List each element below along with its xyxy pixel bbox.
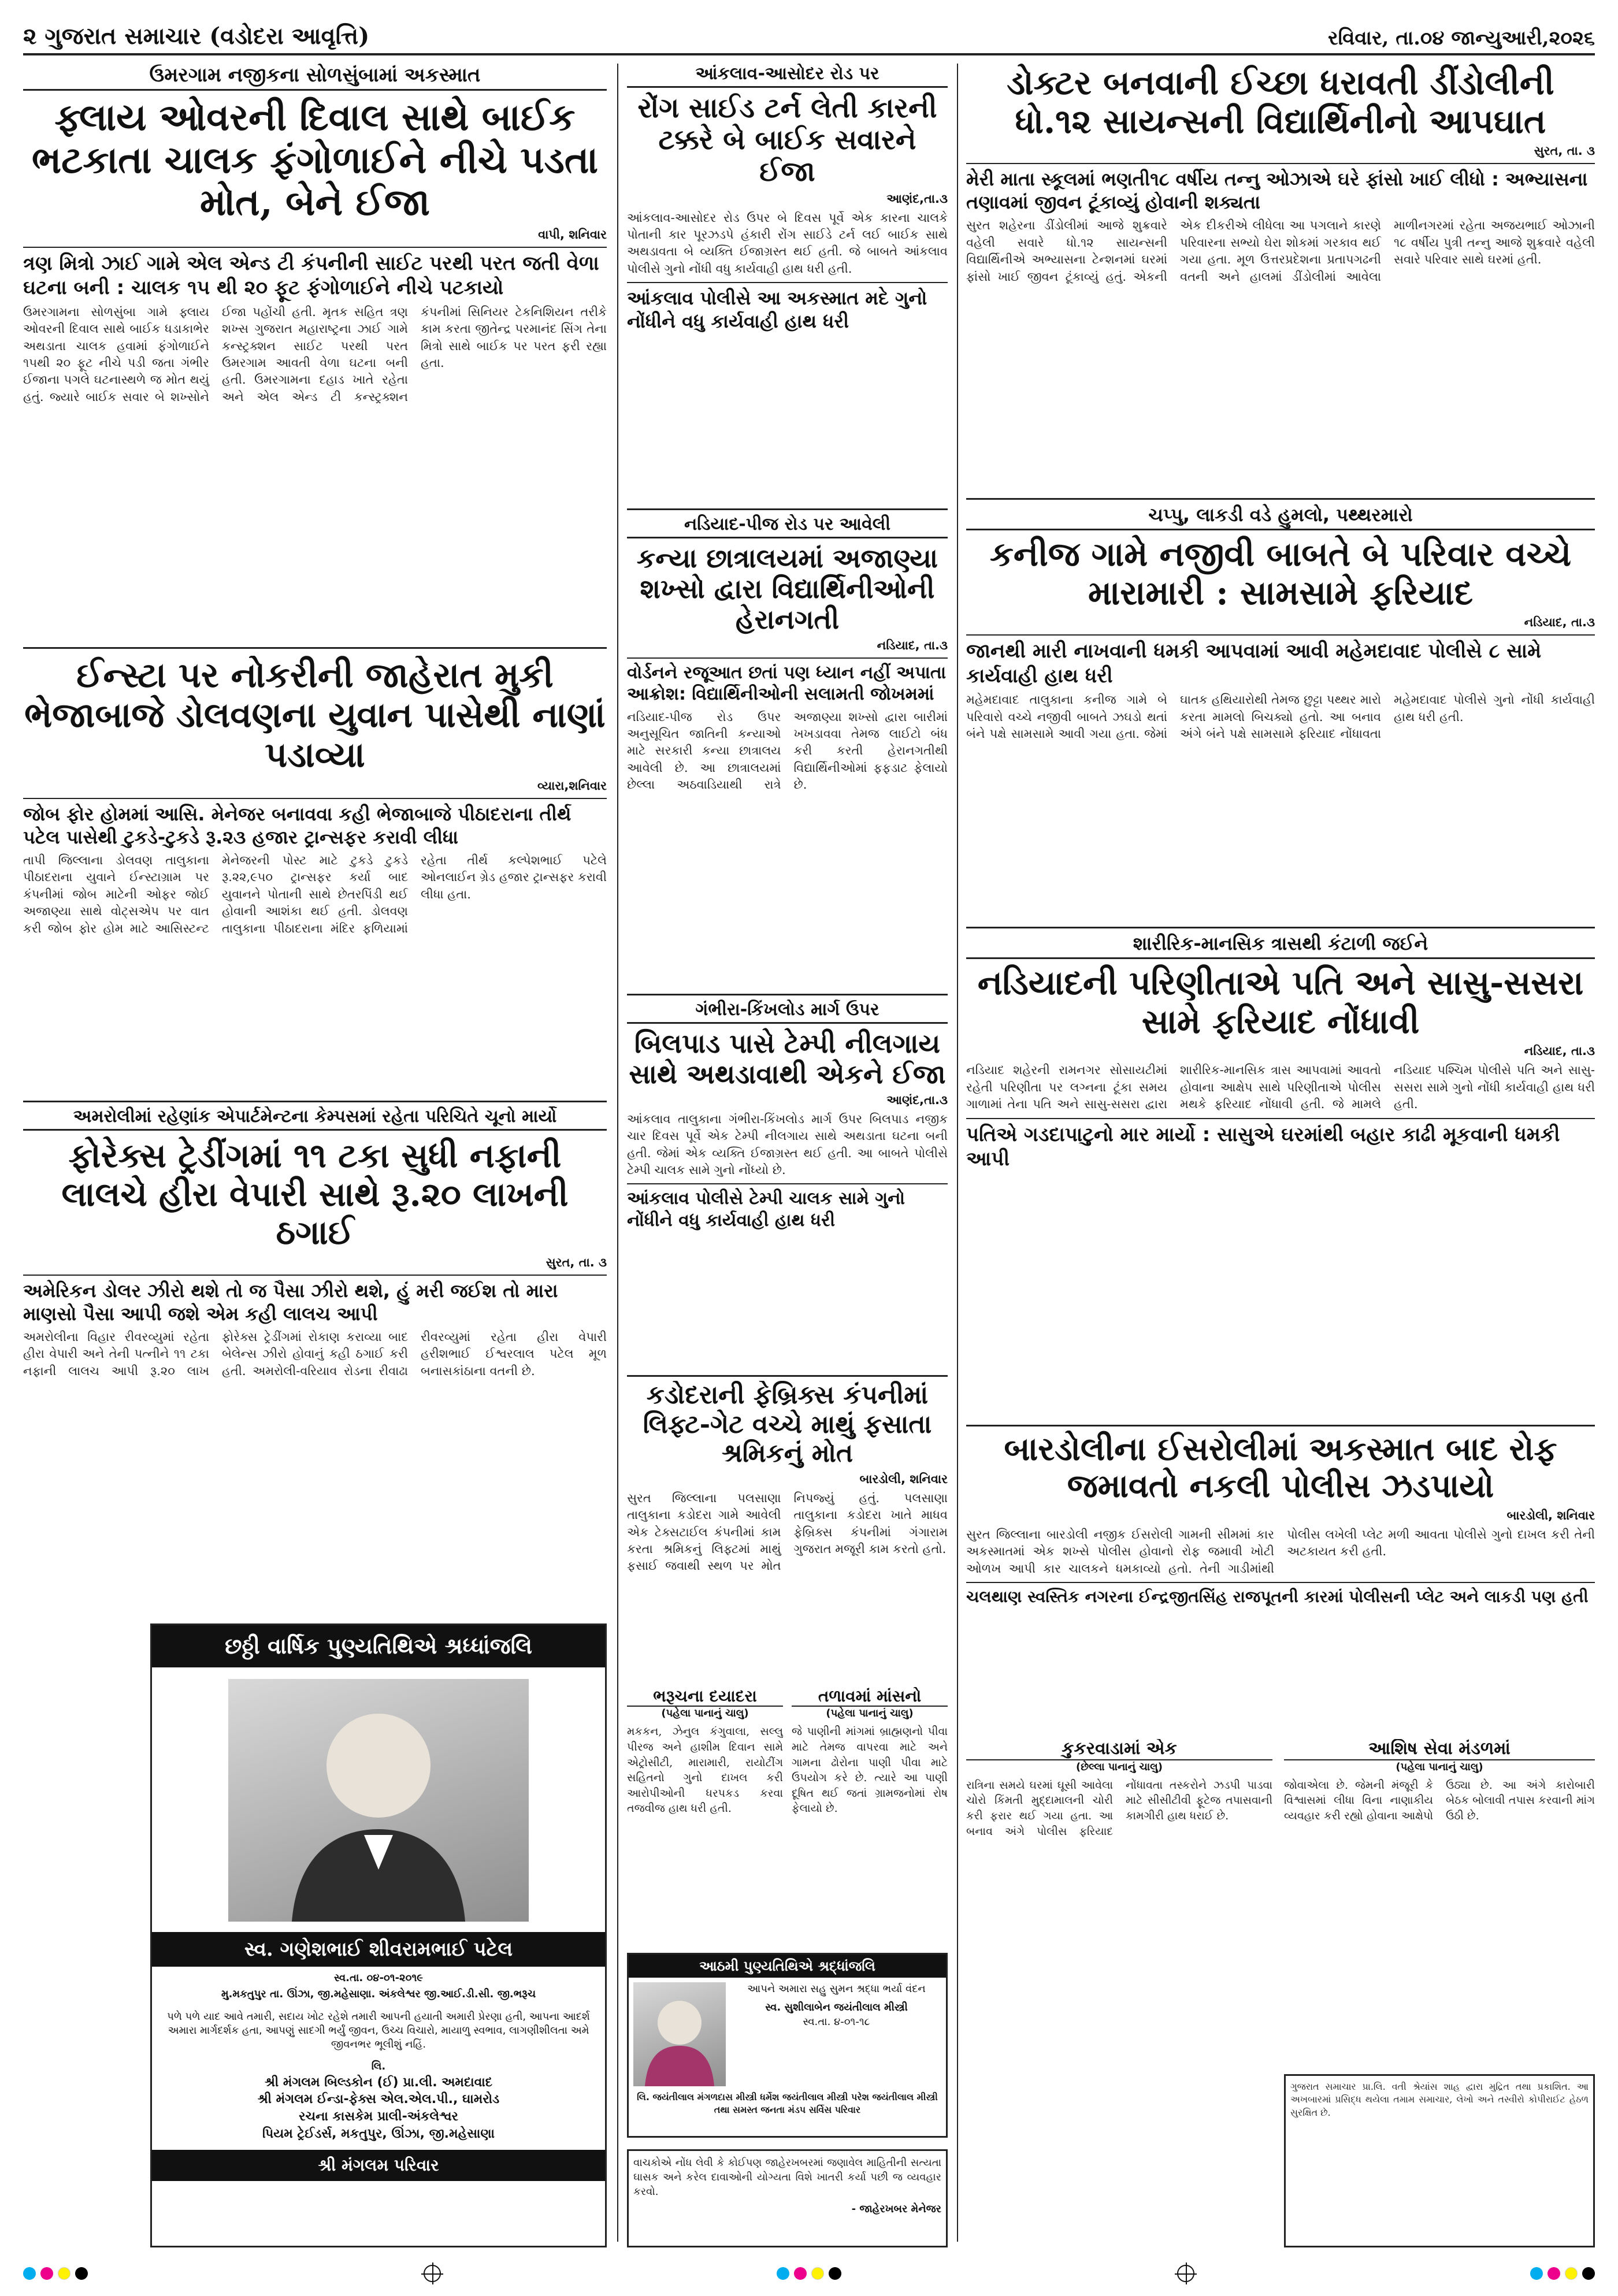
story-body: સુરત જિલ્લાના બારડોલી નજીક ઈસરોલી ગામની સીમમાં કાર અકસ્માતમાં એક શખ્સે પોલીસ હોવાનો રોફ જમાવી ખોટી ઓળખ આપી કાર ચાલકને ધમકાવ્યો હતો. તેની ગાડીમાંથી પોલીસ લખેલી પ્લેટ મળી આવતા પોલીસે ગુનો દાખલ કરી તેની અટકાયત કરી હતી.: [966, 1527, 1595, 1576]
reader-notice: [627, 2149, 948, 2247]
story-subhead: વોર્ડનને રજૂઆત છતાં પણ ધ્યાન નહીં અપાતા આક્રોશ: વિદ્યાર્થિનીઓની સલામતી જોખમમાં: [627, 657, 948, 705]
story-divider: [966, 498, 1595, 500]
story-body: અમરોલીના વિહાર રીવરવ્યુમાં રહેતા હીરા વેપારી અને તેની પત્નીને ૧૧ ટકા નફાની લાલચ આપી રૂ.૨૦ લાખ ફોરેક્સ ટ્રેડીંગમાં રોકાણ કરાવ્યા બાદ બેલેન્સ ઝીરો હોવાનું કહી ઠગાઈ કરી હતી. અમરોલી-વરિયાવ રોડના રીવાઢા રીવરવ્યુમાં રહેતા હીરા વેપારી હરીશભાઈ ઈશ્વરલાલ પટેલ મૂળ બનાસકાંઠાના વતની છે.: [23, 1330, 607, 1378]
tribute-family: શ્રી મંગલમ પરિવાર: [152, 2150, 605, 2181]
story-headline: બિલપાડ પાસે ટેમ્પી નીલગાય સાથે અથડાવાથી એકને ઈજા: [629, 1028, 946, 1090]
story-body: ઉમરગામના સોળસુંબા ગામે ફ્લાય ઓવરની દિવાલ સાથે બાઈક ધડાકાભેર અથડાતા ચાલક હવામાં ફંગોળાઈને ૧૫થી ૨૦ ફૂટ નીચે પડી જતા ગંભીર ઈજાના પગલે ઘટનાસ્થળે જ મોત થયું હતું. જ્યારે બાઈક સવાર બે શખ્સોને ઈજા પહોંચી હતી. મૃતક સહિત ત્રણ શખ્સ ગુજરાત મહારાષ્ટ્રના ઝાઈ ગામે કન્સ્ટ્રક્શન સાઈટ પરથી પરત ઉમરગામ આવતી વેળા ઘટના બની હતી. ઉમરગામના દહાડ ખાતે રહેતા અને એલ એન્ડ ટી કન્સ્ટ્રક્શન કંપનીમાં સિનિયર ટેકનિશિયન તરીકે કામ કરતા જીતેન્દ્ર પરમાનંદ સિંગ તેના મિત્રો સાથે બાઈક પર પરત ફરી રહ્યા હતા.: [23, 304, 607, 404]
print-marks: [23, 2265, 1595, 2282]
tribute-title: આઠમી પુણ્યતિથિએ શ્રદ્ધાંજલિ: [629, 1955, 946, 1978]
black-swatch: [1582, 2267, 1595, 2280]
paper-name: ૨ ગુજરાત સમાચાર (વડોદરા આવૃત્તિ): [23, 23, 370, 50]
tribute-address: મુ.મકતુપુર તા. ઊંઝા, જી.મહેસાણા. અંકલેશ્વર જી.આઈ.ડી.સી. જી.ભરૂચ: [221, 1988, 536, 2001]
legal-imprint: [1284, 2074, 1595, 2247]
continued-note: (પહેલા પાનાનું ચાલુ): [661, 1707, 749, 1720]
magenta-swatch: [1548, 2267, 1560, 2280]
magenta-swatch: [40, 2267, 53, 2280]
yellow-swatch: [58, 2267, 70, 2280]
notice-sign: - જાહેરખબર મેનેજર: [851, 2202, 941, 2215]
black-swatch: [75, 2267, 88, 2280]
story-bharuch: [627, 1687, 783, 1941]
tribute-ad-2: [627, 1953, 948, 2138]
story-kicker: નડિયાદ-પીજ રોડ પર આવેલી: [627, 514, 948, 538]
story-headline: નડિયાદની પરિણીતાએ પતિ અને સાસુ-સસરા સામે ફરિયાદ નોંધાવી: [977, 963, 1584, 1041]
tribute-sender: પિયમ ટ્રેઈડર્સ, મકતુપુર, ઊંઝા, જી.મહેસાણા: [262, 2126, 495, 2141]
story-divider: [627, 508, 948, 510]
cyan-swatch: [23, 2267, 36, 2280]
story-subhead: મેરી માતા સ્કૂલમાં ભણતી૧૮ વર્ષીય તન્નુ ઓઝાએ ઘરે ફાંસો ખાઈ લીધો : અભ્યાસના તણાવમાં જીવન ટૂંકાવ્યું હોવાની શક્યતા: [966, 163, 1595, 214]
story-headline: આશિષ સેવા મંડળમાં: [1284, 1739, 1595, 1760]
tribute-sender: શ્રી મંગલમ ઈન્ડા-ફેક્સ એલ.એલ.પી., ઘામરોડ: [257, 2092, 500, 2107]
tribute-sender: લિ. જયંતીલાલ મંગળદાસ મીસ્ત્રી ધર્મેશ જયંતીલાલ મીસ્ત્રી પરેશ જયંતીલાલ મીસ્ત્રી તથા સમસ્ત જનતા મંડપ સર્વિસ પરિવાર: [637, 2091, 938, 2115]
story-body: રાત્રિના સમયે ઘરમાં ઘૂસી આવેલા ચોરો કિંમતી મુદ્દામાલની ચોરી કરી ફરાર થઈ ગયા હતા. આ બનાવ અંગે પોલીસ ફરિયાદ નોંધાવતા તસ્કરોને ઝડપી પાડવા માટે સીસીટીવી ફૂટેજ તપાસવાની કામગીરી હાથ ધરાઈ છે.: [966, 1778, 1272, 1838]
story-subhead: આંકલાવ પોલીસે આ અકસ્માત મદે ગુનો નોંધીને વધુ કાર્યવાહી હાથ ધરી: [627, 282, 948, 333]
story-headline: ઈન્સ્ટા પર નોકરીની જાહેરાત મુકી ભેજાબાજે ડોલવણના યુવાન પાસેથી નાણાં પડાવ્યા: [24, 656, 606, 775]
story-dateline: સુરત, તા. ૩: [545, 1255, 607, 1270]
tribute-title: છઠ્ઠી વાર્ષિક પુણ્યતિથિએ શ્રધ્ધાંજલિ: [152, 1625, 605, 1667]
story-kaneej: [966, 504, 1595, 920]
tribute-sender: શ્રી મંગલમ બિલ્ડકોન (ઈ) પ્રા.લી. અમદાવાદ: [264, 2075, 493, 2090]
story-kicker: ઉમરગામ નજીકના સોળસુંબામાં અકસ્માત: [23, 64, 607, 91]
story-dateline: વાપી, શનિવાર: [538, 227, 607, 242]
story-divider: [23, 1101, 607, 1102]
column-rule: [617, 64, 618, 2242]
cyan-swatch: [777, 2267, 789, 2280]
story-body: જોવાએલા છે. જેમની મંજૂરી કે વિશ્વાસમાં લીધા વિના નાણાકીય વ્યવહાર કરી રહ્યો હોવાના આક્ષેપો ઉઠ્યા છે. આ અંગે કારોબારી બેઠક બોલાવી તપાસ કરવાની માંગ ઉઠી છે.: [1284, 1778, 1595, 1822]
story-dateline: આણંદ,તા.૩: [886, 191, 948, 206]
story-headline: કુકરવાડામાં એક: [966, 1739, 1272, 1760]
story-kicker: ચપ્પુ, લાકડી વડે હુમલો, પથ્થરમારો: [966, 504, 1595, 530]
story-bilpad: [627, 1000, 948, 1369]
story-divider: [23, 647, 607, 649]
tribute-name: સ્વ. સુશીલાબેન જયંતીલાલ મીસ્ત્રી: [765, 2001, 908, 2014]
black-swatch: [829, 2267, 841, 2280]
story-headline: તળાવમાં માંસનો: [792, 1687, 948, 1707]
color-swatches: [23, 2267, 88, 2280]
story-dateline: બારડોલી, શનિવાર: [859, 1472, 948, 1486]
tribute-sender: રચના કાસકેમ પ્રાલી-અંકલેશ્વર: [299, 2109, 458, 2124]
story-nadiad-pij: [627, 514, 948, 988]
imprint-text: ગુજરાત સમાચાર પ્રા.લિ. વતી શ્રેયાંસ શાહ દ્વારા મુદ્રિત તથા પ્રકાશિત. આ અખબારમાં પ્રસિદ્ધ થયેલા તમામ સમાચાર, લેખો અને તસ્વીરો કોપીરાઈટ હેઠળ સુરક્ષિત છે.: [1290, 2081, 1589, 2118]
story-divider: [627, 1375, 948, 1377]
story-subhead: અમેરિકન ડોલર ઝીરો થશે તો જ પૈસા ઝીરો થશે, હું મરી જઈશ તો મારા માણસો પૈસા આપી જશે એમ કહી લાલચ આપી: [23, 1275, 607, 1325]
story-dateline: વ્યારા,શનિવાર: [537, 779, 607, 793]
continued-note: (છેલ્લા પાનાનું ચાલુ): [1075, 1760, 1163, 1773]
tribute-ad: [150, 1623, 607, 2247]
continued-note: (પહેલા પાનાનું ચાલુ): [826, 1707, 914, 1720]
portrait-photo: [633, 1982, 726, 2086]
story-bardoli: [966, 1431, 1595, 1731]
story-body: મકકન, ઝેનુલ કંગુવાલા, સલ્લુ પીરજ અને હાશીમ દિવાન સામે એટ્રોસીટી, મારામારી, રાયોટીંગ સહિતનો ગુનો દાખલ કરી આરોપીઓની ધરપકડ કરવા તજવીજ હાથ ધરી હતી.: [627, 1725, 783, 1815]
registration-mark-icon: [1177, 2265, 1194, 2282]
story-subhead: ચલથાણ સ્વસ્તિક નગરના ઈન્દ્રજીતસિંહ રાજપૂતની કારમાં પોલીસની પ્લેટ અને લાકડી પણ હતી: [966, 1582, 1595, 1607]
story-kicker: અમરોલીમાં રહેણાંક એપાર્ટમેન્ટના કેમ્પસમાં રહેતા પરિચિતે ચૂનો માર્યો: [23, 1106, 607, 1131]
story-headline: કનીજ ગામે નજીવી બાબતે બે પરિવાર વચ્ચે મારામારી : સામસામે ફરિયાદ: [989, 534, 1572, 612]
yellow-swatch: [811, 2267, 824, 2280]
tribute-dates: સ્વ.તા. ૦૪-૦૧-૨૦૧૯: [334, 1972, 423, 1984]
story-insta: [23, 656, 607, 1095]
story-subhead: આંકલાવ પોલીસે ટેમ્પી ચાલક સામે ગુનો નોંધીને વધુ કાર્યવાહી હાથ ધરી: [627, 1183, 948, 1231]
story-dateline: સુરત, તા. ૩: [1534, 144, 1595, 158]
story-body: જે પાણીની માંગમાં બ્રાહ્મણનો પીવા માટે તેમજ વાપરવા માટે અને ગામના ઢોરોના પાણી પીવા માટે ઉપયોગ કરે છે. ત્યારે આ પાણી દૂષિત થઈ જતાં ગ્રામજનોમાં રોષ ફેલાયો છે.: [792, 1725, 948, 1815]
story-dateline: નડિયાદ, તા.૩: [877, 638, 948, 652]
story-body: તાપી જિલ્લાના ડોલવણ તાલુકાના પીઠાદરાના યુવાને ઈન્સ્ટાગ્રામ પર કંપનીમાં જોબ માટેની ઓફર જોઈ અજાણ્યા સાથે વોટ્સએપ પર વાત કરી જોબ ફોર હોમ માટે આસિસ્ટન્ટ મેનેજરની પોસ્ટ માટે ટુકડે ટુકડે રૂ.૨૨,૯૫૦ ટ્રાન્સફર કર્યા બાદ યુવાનને પોતાની સાથે છેતરપિંડી થઈ હોવાની આશંકા થઈ હતી. ડોલવણ તાલુકાના પીઠાદરાના મંદિર ફળિયામાં રહેતા તીર્થ કલ્પેશભાઈ પટેલે ઓનલાઈન ગ્રેડ હજાર ટ્રાન્સફર કરાવી લીધા હતા.: [23, 853, 607, 935]
story-kukrawada: [966, 1739, 1272, 2063]
story-talav: [792, 1687, 948, 1941]
story-subhead: જાનથી મારી નાખવાની ધમકી આપવામાં આવી મહેમદાવાદ પોલીસે ૮ સામે કાર્યવાહી હાથ ધરી: [966, 634, 1595, 688]
story-dateline: બારડોલી, શનિવાર: [1506, 1508, 1595, 1522]
story-headline: ફ્લાય ઓવરની દિવાલ સાથે બાઈક ભટકાતા ચાલક ફંગોળાઈને નીચે પડતા મોત, બેને ઈજા: [31, 96, 599, 225]
story-forex: [23, 1106, 607, 1615]
story-umargam: [23, 64, 607, 641]
continued-note: (પહેલા પાનાનું ચાલુ): [1396, 1760, 1483, 1773]
story-headline: રોંગ સાઈડ ટર્ન લેતી કારની ટક્કરે બે બાઈક સવારને ઈજા: [637, 92, 937, 188]
story-body: મહેમદાવાદ તાલુકાના કનીજ ગામે બે પરિવારો વચ્ચે નજીવી બાબતે ઝઘડો થતાં બંને પક્ષે સામસામે આવી ગયા હતા. જેમાં ઘાતક હથિયારોથી તેમજ છુટ્ટા પથ્થર મારો કરતા મામલો બિચક્યો હતો. આ બનાવ અંગે બંને પક્ષે સામસામે ફરિયાદ નોંધાવતા મહેમદાવાદ પોલીસે ગુનો નોંધી કાર્યવાહી હાથ ધરી હતી.: [966, 693, 1595, 741]
tribute-message: આપને અમારા સહુ સુમન શ્રદ્ધા ભર્યા વંદન: [747, 1983, 926, 1995]
story-doctor: [966, 64, 1595, 491]
story-nadiad-wife: [966, 932, 1595, 1418]
tribute-sender-label: લિ.: [371, 2060, 386, 2073]
story-divider: [966, 1425, 1595, 1426]
story-headline: ભરૂચના દયાદરા: [627, 1687, 783, 1707]
portrait-photo: [228, 1679, 529, 1922]
issue-date: રવિવાર, તા.૦૪ જાન્યુઆરી,૨૦૨૬: [1327, 27, 1595, 50]
person-icon: [633, 1982, 726, 2086]
story-kicker: શારીરિક-માનસિક ત્રાસથી કંટાળી જઈને: [966, 932, 1595, 959]
story-dateline: નડિયાદ, તા.૩: [1524, 615, 1595, 630]
story-anklav: [627, 64, 948, 503]
story-subhead: પતિએ ગડદાપાટુનો માર માર્યો : સાસુએ ઘરમાંથી બહાર કાઢી મૂકવાની ધમકી આપી: [966, 1118, 1595, 1172]
story-dateline: નડિયાદ, તા.૩: [1524, 1044, 1595, 1058]
story-body: આંકલાવ તાલુકાના ગંભીરા-કિંખલોડ માર્ગ ઉપર બિલપાડ નજીક ચાર દિવસ પૂર્વે એક ટેમ્પી નીલગાય સાથે અથડાતા ઘટના બની હતી. જેમાં એક વ્યક્તિ ઈજાગ્રસ્ત થઈ હતી. આ બાબતે પોલીસે ટેમ્પી ચાલક સામે ગુનો નોંધ્યો છે.: [627, 1112, 948, 1177]
story-body: નડિયાદ શહેરની રામનગર સોસાયટીમાં રહેતી પરિણીતા પર લગ્નના ટૂંકા સમય ગાળામાં તેના પતિ અને સાસુ-સસરા દ્વારા શારીરિક-માનસિક ત્રાસ આપવામાં આવતો હોવાના આક્ષેપ સાથે પરિણીતાએ પોલીસ મથકે ફરિયાદ નોંધાવી હતી. જે મામલે નડિયાદ પશ્ચિમ પોલીસે પતિ અને સાસુ-સસરા સામે ગુનો નોંધી કાર્યવાહી હાથ ધરી હતી.: [966, 1063, 1595, 1112]
story-body: સુરત જિલ્લાના પલસાણા તાલુકાના કડોદરા ગામે આવેલી એક ટેક્સટાઈલ કંપનીમાં કામ કરતા શ્રમિકનું લિફ્ટમાં માથું ફસાઈ જવાથી સ્થળ પર મોત નિપજ્યું હતું. પલસાણા તાલુકાના કડોદરા ખાતે માધવ ફેબ્રિક્સ કંપનીમાં ગંગારામ ગુજરાત મજૂરી કામ કરતો હતો.: [627, 1491, 948, 1573]
story-kadodara: [627, 1381, 948, 1681]
story-dateline: આણંદ,તા.૩: [886, 1093, 948, 1107]
cyan-swatch: [1530, 2267, 1543, 2280]
magenta-swatch: [794, 2267, 807, 2280]
story-subhead: જોબ ફોર હોમમાં આસિ. મેનેજર બનાવવા કહી ભેજાબાજે પીઠાદરાના તીર્થ પટેલ પાસેથી ટુકડે-ટુકડે રૂ.૨૩ હજાર ટ્રાન્સફર કરાવી લીધા: [23, 798, 607, 849]
story-body: સુરત શહેરના ડીંડોલીમાં આજે શુક્રવારે વહેલી સવારે ધો.૧૨ સાયન્સની વિદ્યાર્થિનીએ અભ્યાસના ટેન્શનમાં ઘરમાં ફાંસો ખાઈ જીવન ટૂંકાવ્યું હતું. એકની એક દીકરીએ લીધેલા આ પગલાને કારણે પરિવારના સભ્યો ઘેરા શોકમાં ગરકાવ થઈ ગયા હતા. મૂળ ઉત્તરપ્રદેશના પ્રતાપગઢની વતની અને હાલમાં ડીંડોલીમાં આવેલા માળીનગરમાં રહેતા અજયભાઈ ઓઝાની ૧૮ વર્ષીય પુત્રી તન્નુ આજે શુક્રવારે વહેલી સવારે પરિવાર સાથે ઘરમાં હતી.: [966, 218, 1595, 284]
tribute-message: પળે પળે યાદ આવે તમારી, સદાય ખોટ રહેશે તમારી આપની હયાતી અમારી પ્રેરણા હતી, આપના આદર્શ અમારા માર્ગદર્શક હતા, આપણું સાદગી ભર્યું જીવન, ઉચ્ચ વિચારો, માયાળુ સ્વભાવ, લાગણીશીલતા અમે જીવનભર ભૂલીશું નહિં.: [167, 2010, 590, 2051]
story-divider: [966, 927, 1595, 928]
notice-text: વાચકોએ નોંધ લેવી કે કોઈપણ જાહેરખબરમાં જણાવેલ માહિતીની સત્યતા ઘાસક અને કરેલ દાવાઓની યોગ્યતા વિશે ખાતરી કર્યા પછી જ વ્યવહાર કરવો.: [633, 2157, 941, 2198]
yellow-swatch: [1565, 2267, 1578, 2280]
person-icon: [228, 1679, 529, 1922]
tribute-name: સ્વ. ગણેશભાઈ શીવરામભાઈ પટેલ: [152, 1932, 605, 1967]
story-headline: કડોદરાની ફેબ્રિક્સ કંપનીમાં લિફ્ટ-ગેટ વચ્ચે માથું ફસાતા શ્રમિકનું મોત: [643, 1381, 932, 1469]
story-body: નડિયાદ-પીજ રોડ ઉપર અનુસૂચિત જાતિની કન્યાઓ માટે સરકારી કન્યા છાત્રાલય આવેલી છે. આ છાત્રાલયમાં છેલ્લા અઠવાડિયાથી રાત્રે અજાણ્યા શખ્સો દ્વારા બારીમાં ખખડાવવા તેમજ લાઈટો બંધ કરી કરતી હેરાનગતીથી વિદ્યાર્થિનીઓમાં ફફડાટ ફેલાયો છે.: [627, 709, 948, 792]
tribute-dates: સ્વ.તા. ૪-૦૧-૧૮: [803, 2015, 870, 2028]
registration-mark-icon: [424, 2265, 441, 2282]
column-rule: [957, 64, 958, 2242]
color-swatches: [777, 2267, 841, 2280]
story-headline: બારડોલીના ઈસરોલીમાં અકસ્માત બાદ રોફ જમાવતો નકલી પોલીસ ઝડપાયો: [1004, 1431, 1557, 1506]
story-kicker: આંકલાવ-આસોદર રોડ પર: [627, 64, 948, 88]
story-headline: કન્યા છાત્રાલયમાં અજાણ્યા શખ્સો દ્વારા વિદ્યાર્થિનીઓની હેરાનગતી: [636, 543, 938, 635]
story-subhead: ત્રણ મિત્રો ઝાઈ ગામે એલ એન્ડ ટી કંપનીની સાઈટ પરથી પરત જતી વેળા ઘટના બની : ચાલક ૧૫ થી ૨૦ ફૂટ ફંગોળાઈને નીચે પટકાયો: [23, 247, 607, 300]
story-seva: [1284, 1739, 1595, 2063]
story-kicker: ગંભીરા-કિંખલોડ માર્ગ ઉપર: [627, 1000, 948, 1024]
story-headline: ફોરેક્સ ટ્રેડીંગમાં ૧૧ ટકા સુધી નફાની લાલચે હીરા વેપારી સાથે રૂ.૨૦ લાખની ઠગાઈ: [61, 1136, 569, 1253]
story-body: આંકલાવ-આસોદર રોડ ઉપર બે દિવસ પૂર્વે એક કારના ચાલકે પોતાની કાર પૂરઝડપે હંકારી રોંગ સાઈડે ટર્ન લઈ બાઈક સાથે અથડાવતા બે વ્યક્તિ ઈજાગ્રસ્ત થઈ હતી. જે બાબતે આંકલાવ પોલીસે ગુનો નોંધી વધુ કાર્યવાહી હાથ ધરી હતી.: [627, 210, 948, 276]
story-divider: [627, 994, 948, 995]
color-swatches: [1530, 2267, 1595, 2280]
story-headline: ડોક્ટર બનવાની ઈચ્છા ધરાવતી ડીંડોલીની ધો.૧૨ સાયન્સની વિદ્યાર્થિનીનો આપઘાત: [1007, 64, 1554, 141]
page-header: [23, 21, 1595, 55]
